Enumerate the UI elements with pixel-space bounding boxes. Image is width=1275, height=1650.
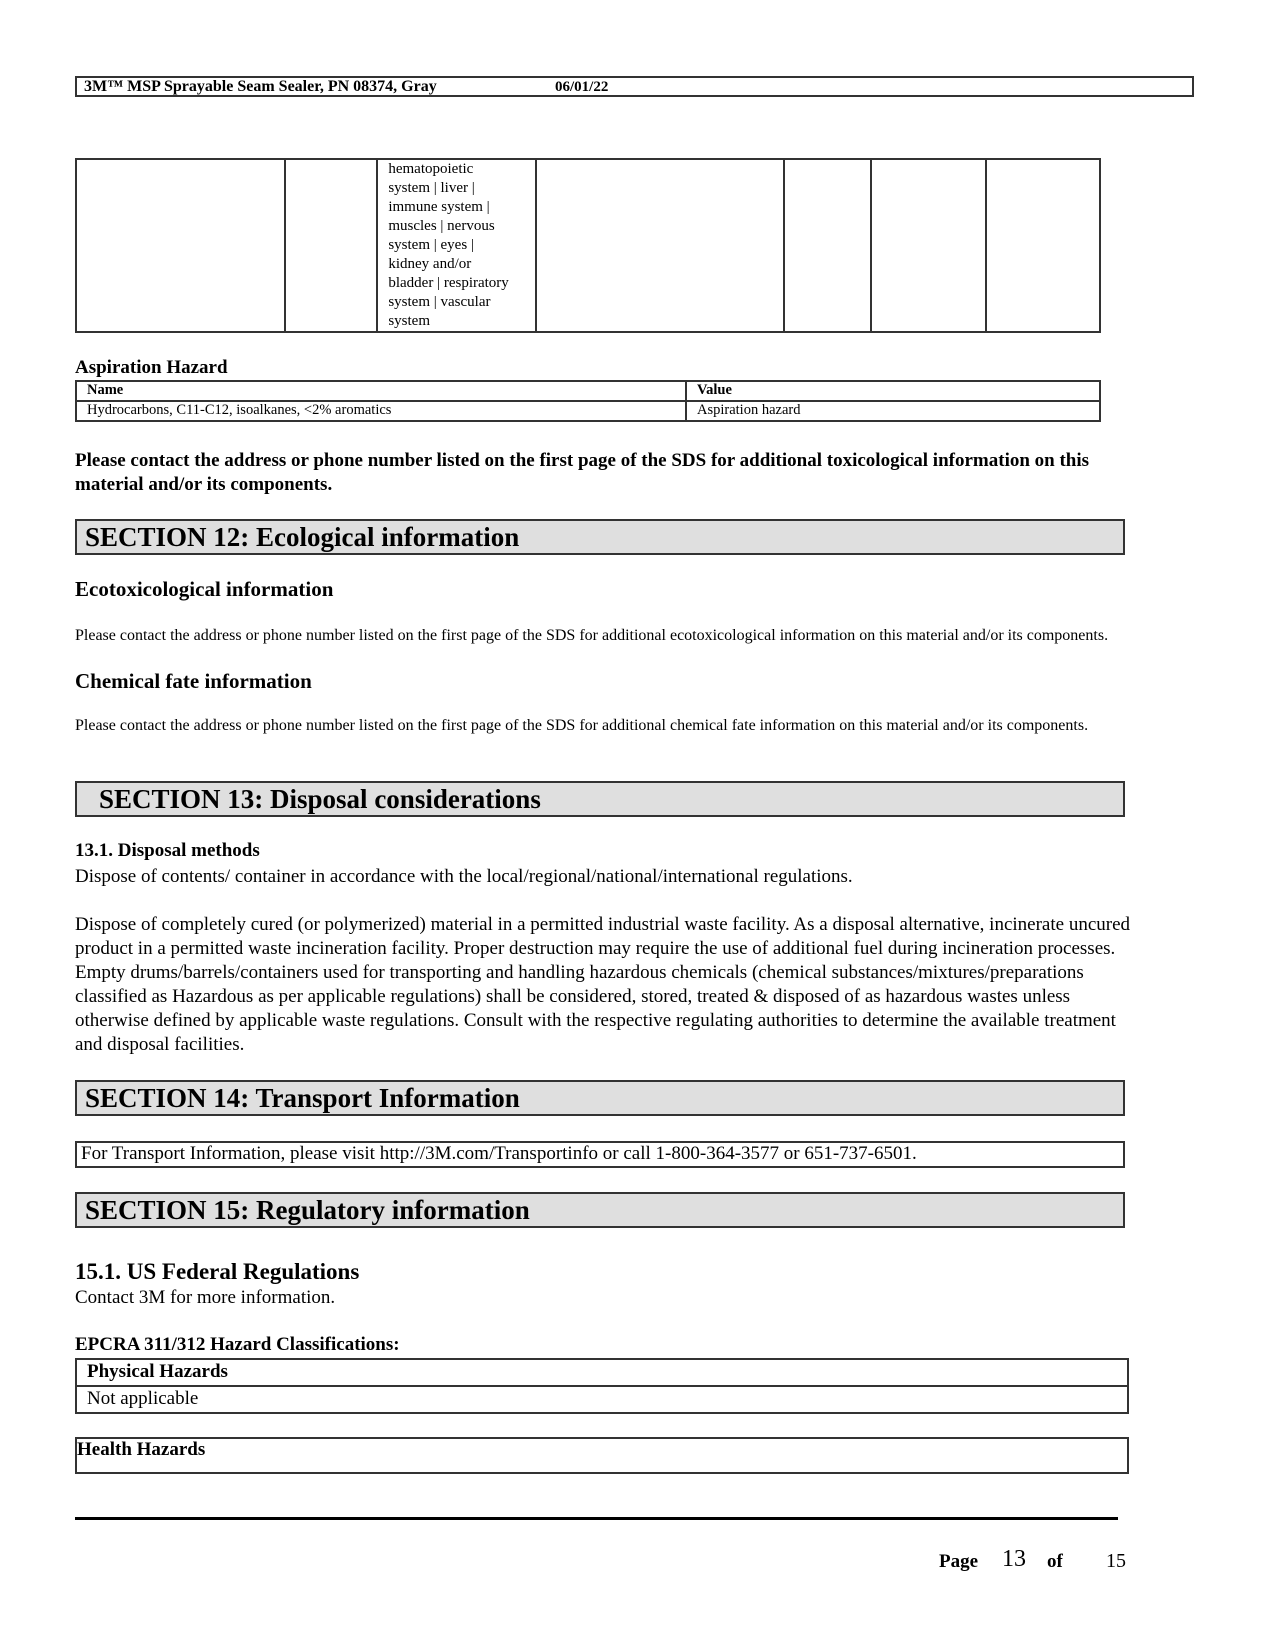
table-cell bbox=[285, 159, 377, 332]
table-header-row bbox=[76, 1359, 1128, 1386]
physical-hazards-table bbox=[75, 1358, 1129, 1414]
table-cell bbox=[986, 159, 1100, 332]
disposal-line: Dispose of contents/ container in accordance with the local/regional/national/international regulations. bbox=[75, 866, 853, 887]
section-13-header: SECTION 13: Disposal considerations bbox=[75, 781, 1125, 817]
disposal-methods-heading: 13.1. Disposal methods bbox=[75, 840, 260, 861]
table-cell bbox=[76, 159, 285, 332]
physical-hazards-value: Not applicable bbox=[76, 1386, 1128, 1413]
table-row bbox=[76, 401, 1100, 421]
column-header-name: Name bbox=[76, 381, 686, 401]
target-organs-cell: hematopoietic system | liver | immune system | muscles | nervous system | eyes | kidney and/or bladder | respiratory system | vascular system bbox=[377, 159, 536, 332]
aspiration-hazard-table bbox=[75, 380, 1101, 422]
product-title: 3M™ MSP Sprayable Seam Sealer, PN 08374, Gray bbox=[84, 78, 437, 95]
toxicological-notice: Please contact the address or phone number listed on the first page of the SDS for additional toxicological information on this material and/or its components. bbox=[75, 450, 1090, 495]
chemical-fate-heading: Chemical fate information bbox=[75, 669, 312, 693]
disposal-paragraph: Dispose of completely cured (or polymerized) material in a permitted industrial waste facility. As a disposal alternative, incinerate uncured product in a permitted waste incineration facility. Proper destruction may require the use of additional fuel during incineration processes. Empty drums/barrels/containers used for transporting and handling hazardous chemicals (chemical substances/mixtures/preparations classified as Hazardous as per applicable regulations) shall be considered, stored, treated & disposed of as hazardous wastes unless otherwise defined by applicable waste regulations. Consult with the respective regulating authorities to determine the available treatment and disposal facilities. bbox=[75, 914, 1131, 1055]
table-header-row bbox=[76, 381, 1100, 401]
ecotox-text: Please contact the address or phone number listed on the first page of the SDS for additional ecotoxicological information on this material and/or its components. bbox=[75, 627, 1109, 644]
ecotox-heading: Ecotoxicological information bbox=[75, 577, 334, 601]
contact-3m-text: Contact 3M for more information. bbox=[75, 1287, 336, 1308]
table-row bbox=[76, 1386, 1128, 1413]
footer-divider bbox=[75, 1517, 1118, 1520]
transport-info-box: For Transport Information, please visit http://3M.com/Transportinfo or call 1-800-364-3577 or 651-737-6501. bbox=[75, 1141, 1125, 1168]
page-label: Page bbox=[939, 1551, 979, 1572]
table-cell bbox=[784, 159, 871, 332]
health-hazards-box bbox=[75, 1437, 1129, 1474]
aspiration-hazard-heading: Aspiration Hazard bbox=[75, 357, 228, 378]
physical-hazards-label: Physical Hazards bbox=[76, 1359, 1128, 1386]
table-cell bbox=[536, 159, 784, 332]
page-number: 13 bbox=[1002, 1546, 1026, 1572]
health-hazards-label: Health Hazards bbox=[77, 1439, 206, 1460]
table-cell-value: Aspiration hazard bbox=[686, 401, 1100, 421]
chemical-fate-text: Please contact the address or phone number listed on the first page of the SDS for additional chemical fate information on this material and/or its components. bbox=[75, 717, 1089, 734]
table-row bbox=[76, 159, 1100, 332]
section-14-header: SECTION 14: Transport Information bbox=[75, 1080, 1125, 1116]
us-federal-regulations-heading: 15.1. US Federal Regulations bbox=[75, 1259, 360, 1284]
section-15-header: SECTION 15: Regulatory information bbox=[75, 1192, 1125, 1228]
total-pages: 15 bbox=[1106, 1550, 1126, 1572]
revision-date: 06/01/22 bbox=[555, 79, 609, 95]
continued-toxicity-table bbox=[75, 158, 1101, 333]
section-12-header: SECTION 12: Ecological information bbox=[75, 519, 1125, 555]
table-cell-name: Hydrocarbons, C11-C12, isoalkanes, <2% aromatics bbox=[76, 401, 686, 421]
epcra-heading: EPCRA 311/312 Hazard Classifications: bbox=[75, 1334, 400, 1355]
column-header-value: Value bbox=[686, 381, 1100, 401]
of-label: of bbox=[1047, 1551, 1063, 1572]
table-cell bbox=[871, 159, 986, 332]
